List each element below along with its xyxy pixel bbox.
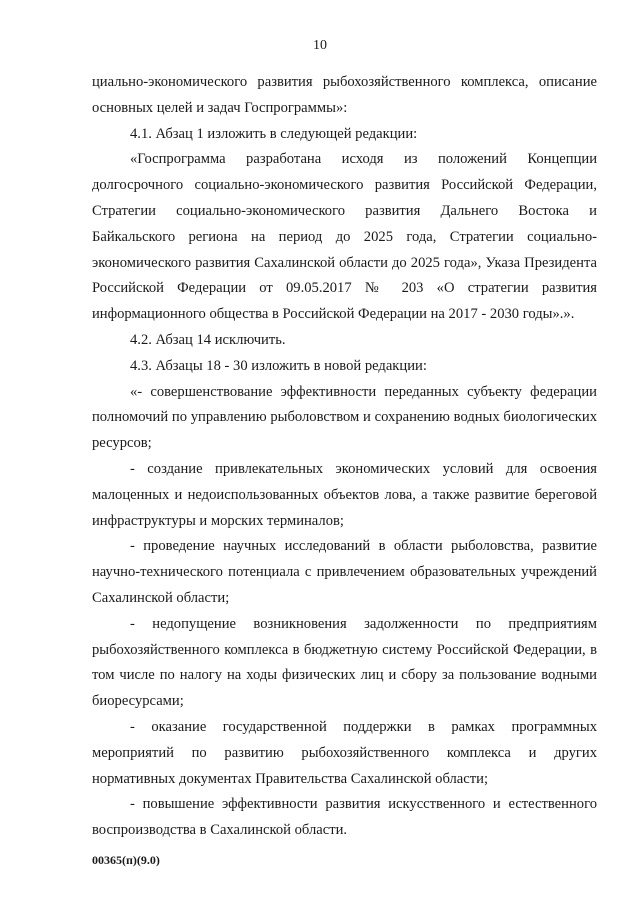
paragraph-list-item: - повышение эффективности развития искусственного и естественного воспроизводства в Сахалинской области. xyxy=(92,796,597,839)
paragraph-list-item: - оказание государственной поддержки в рамках программных мероприятий по развитию рыбохозяйственного комплекса и других нормативных документах Правительства Сахалинской области; xyxy=(92,718,597,787)
document-body xyxy=(92,70,597,844)
paragraph-quote-strategy: «Госпрограмма разработана исходя из положений Концепции долгосрочного социально-экономического развития Российской Федерации, Стратегии социально-экономического развития Дальнего Востока и Байкальского региона на период до 2025 года, Стратегии социально-экономического развития Сахалинской области до 2025 года», Указа Президента Российской Федерации от 09.05.2017 № 203 «О стратегии развития информационного общества в Российской Федерации на 2017 - 2030 годы».». xyxy=(92,151,597,323)
paragraph-list-item: - создание привлекательных экономических условий для освоения малоценных и недоиспользованных объектов лова, а также развитие береговой инфраструктуры и морских терминалов; xyxy=(92,460,597,529)
paragraph-item-4-1: 4.1. Абзац 1 изложить в следующей редакции: xyxy=(130,125,418,142)
document-code: 00365(п)(9.0) xyxy=(92,853,160,867)
paragraph-list-item: - проведение научных исследований в области рыболовства, развитие научно-технического потенциала с привлечением образовательных учреждений Сахалинской области; xyxy=(92,538,597,606)
paragraph-list-item: «- совершенствование эффективности переданных субъекту федерации полномочий по управлению рыболовством и сохранению водных биологических ресурсов; xyxy=(92,383,597,452)
paragraph-list-item: - недопущение возникновения задолженности по предприятиям рыбохозяйственного комплекса в бюджетную систему Российской Федерации, в том числе по налогу на ходы физических лиц и сбору за пользование водными биоресурсами; xyxy=(92,615,597,710)
paragraph-item-4-2: 4.2. Абзац 14 исключить. xyxy=(130,331,286,348)
page-number: 10 xyxy=(313,38,327,53)
paragraph-item-4-3: 4.3. Абзацы 18 - 30 изложить в новой редакции: xyxy=(130,357,427,374)
paragraph-continuation: циально-экономического развития рыбохозяйственного комплекса, описание основных целей и задач Госпрограммы»: xyxy=(92,74,597,116)
